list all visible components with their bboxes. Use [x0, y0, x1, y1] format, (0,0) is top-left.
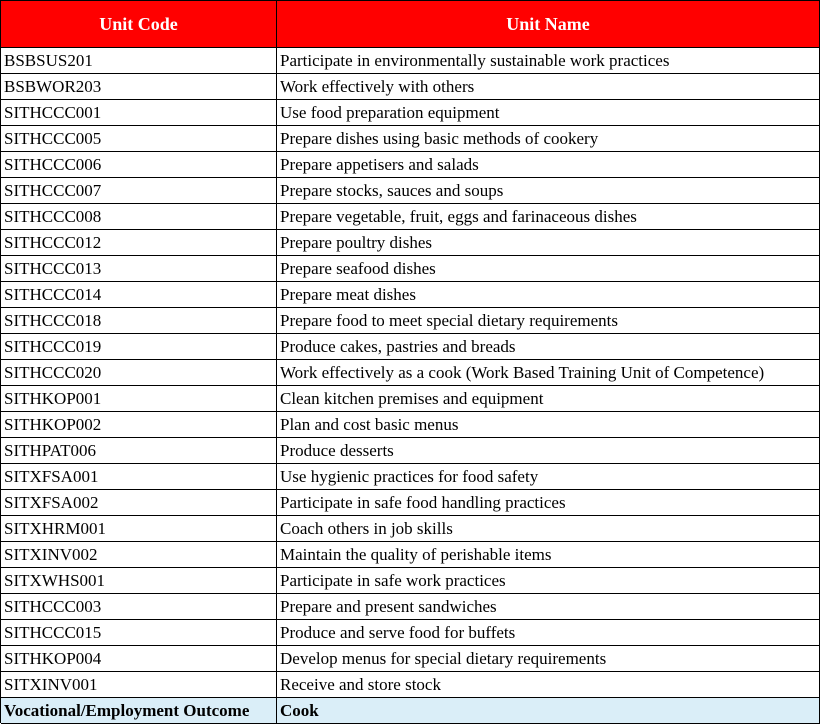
table-row [1, 204, 820, 230]
unit-code-cell: SITHCCC008 [1, 204, 277, 230]
table-row [1, 620, 820, 646]
table-row [1, 48, 820, 74]
header-unit-code: Unit Code [1, 1, 277, 48]
unit-name-cell: Produce cakes, pastries and breads [277, 334, 820, 360]
unit-code-cell: SITXFSA002 [1, 490, 277, 516]
table-row [1, 646, 820, 672]
unit-name-cell: Prepare and present sandwiches [277, 594, 820, 620]
unit-code-cell: SITHCCC005 [1, 126, 277, 152]
unit-code-cell: BSBSUS201 [1, 48, 277, 74]
unit-name-cell: Produce and serve food for buffets [277, 620, 820, 646]
table-row [1, 126, 820, 152]
unit-name-cell: Plan and cost basic menus [277, 412, 820, 438]
table-row [1, 74, 820, 100]
table-row [1, 230, 820, 256]
unit-code-cell: SITHCCC015 [1, 620, 277, 646]
table-row [1, 178, 820, 204]
unit-name-cell: Prepare meat dishes [277, 282, 820, 308]
unit-name-cell: Participate in environmentally sustainable work practices [277, 48, 820, 74]
unit-code-cell: SITHCCC012 [1, 230, 277, 256]
unit-name-cell: Prepare food to meet special dietary requirements [277, 308, 820, 334]
unit-code-cell: SITHCCC019 [1, 334, 277, 360]
unit-code-cell: SITHPAT006 [1, 438, 277, 464]
unit-name-cell: Work effectively with others [277, 74, 820, 100]
unit-code-cell: SITHKOP001 [1, 386, 277, 412]
table-body [1, 48, 820, 698]
table-row [1, 152, 820, 178]
unit-code-cell: SITXFSA001 [1, 464, 277, 490]
unit-name-cell: Prepare seafood dishes [277, 256, 820, 282]
unit-name-cell: Maintain the quality of perishable items [277, 542, 820, 568]
unit-code-cell: SITHCCC018 [1, 308, 277, 334]
unit-name-cell: Produce desserts [277, 438, 820, 464]
table-row [1, 464, 820, 490]
unit-code-cell: SITXINV001 [1, 672, 277, 698]
table-row [1, 256, 820, 282]
unit-code-cell: SITXINV002 [1, 542, 277, 568]
unit-name-cell: Use hygienic practices for food safety [277, 464, 820, 490]
outcome-value: Cook [277, 698, 820, 724]
unit-code-cell: SITHCCC001 [1, 100, 277, 126]
unit-code-cell: SITHCCC007 [1, 178, 277, 204]
unit-name-cell: Develop menus for special dietary requirements [277, 646, 820, 672]
table-row [1, 672, 820, 698]
unit-name-cell: Coach others in job skills [277, 516, 820, 542]
unit-name-cell: Prepare stocks, sauces and soups [277, 178, 820, 204]
unit-code-cell: SITHCCC003 [1, 594, 277, 620]
unit-name-cell: Receive and store stock [277, 672, 820, 698]
table-row [1, 516, 820, 542]
table-row [1, 334, 820, 360]
table-row [1, 360, 820, 386]
table-row [1, 412, 820, 438]
table-row [1, 438, 820, 464]
unit-name-cell: Participate in safe food handling practices [277, 490, 820, 516]
outcome-label: Vocational/Employment Outcome [1, 698, 277, 724]
unit-code-cell: SITHKOP004 [1, 646, 277, 672]
unit-code-cell: SITXHRM001 [1, 516, 277, 542]
unit-name-cell: Use food preparation equipment [277, 100, 820, 126]
header-unit-name: Unit Name [277, 1, 820, 48]
table-row [1, 490, 820, 516]
table-row [1, 386, 820, 412]
outcome-row [1, 698, 820, 724]
unit-code-cell: SITXWHS001 [1, 568, 277, 594]
table-row [1, 542, 820, 568]
table-row [1, 594, 820, 620]
table-row [1, 282, 820, 308]
unit-name-cell: Prepare poultry dishes [277, 230, 820, 256]
unit-name-cell: Prepare appetisers and salads [277, 152, 820, 178]
table-row [1, 568, 820, 594]
unit-name-cell: Prepare vegetable, fruit, eggs and farinaceous dishes [277, 204, 820, 230]
table-header-row [1, 1, 820, 48]
unit-code-cell: SITHCCC006 [1, 152, 277, 178]
table-row [1, 100, 820, 126]
unit-name-cell: Clean kitchen premises and equipment [277, 386, 820, 412]
unit-code-cell: SITHCCC013 [1, 256, 277, 282]
unit-name-cell: Prepare dishes using basic methods of cookery [277, 126, 820, 152]
unit-code-cell: SITHCCC014 [1, 282, 277, 308]
table-row [1, 308, 820, 334]
unit-name-cell: Participate in safe work practices [277, 568, 820, 594]
unit-name-cell: Work effectively as a cook (Work Based Training Unit of Competence) [277, 360, 820, 386]
unit-code-cell: BSBWOR203 [1, 74, 277, 100]
unit-code-cell: SITHCCC020 [1, 360, 277, 386]
unit-code-cell: SITHKOP002 [1, 412, 277, 438]
